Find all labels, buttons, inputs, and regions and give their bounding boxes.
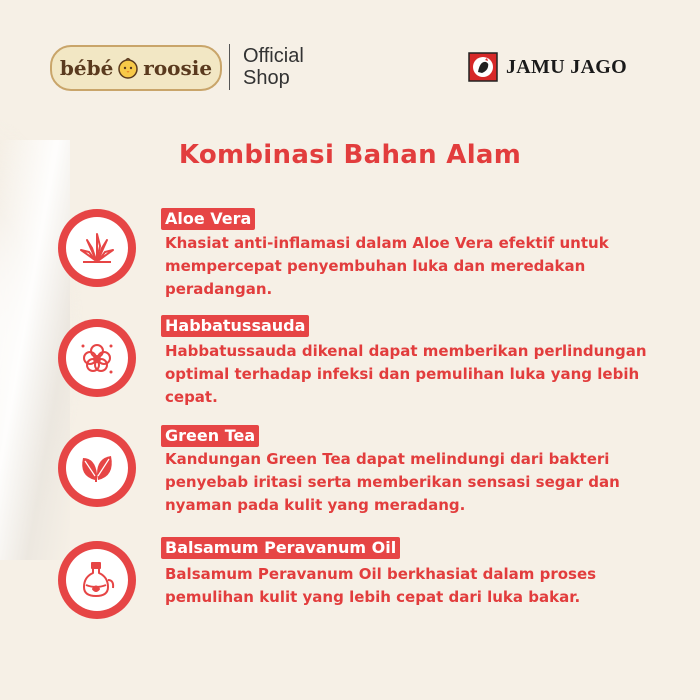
- header: [0, 0, 700, 120]
- ingredient-description: Balsamum Peravanum Oil berkhasiat dalam proses pemulihan kulit yang lebih cepat dari luka bakar.: [165, 565, 597, 606]
- ingredient-icon-badge: [58, 319, 136, 397]
- leaf-icon: [75, 446, 119, 490]
- ingredient-item-aloe-vera: [0, 205, 700, 315]
- header-divider: [229, 44, 230, 90]
- official-line2: Shop: [243, 67, 290, 89]
- page-title: Kombinasi Bahan Alam: [178, 140, 522, 170]
- jamu-jago-logo: [468, 52, 627, 82]
- ingredient-item-habbatussauda: [0, 315, 700, 425]
- ingredient-item-green-tea: [0, 425, 700, 535]
- brand-part1: bébé: [59, 56, 114, 80]
- flower-icon: [75, 336, 119, 380]
- partner-name: JAMU JAGO: [506, 55, 628, 78]
- ingredient-icon-badge: [58, 209, 136, 287]
- official-line1: Official: [243, 45, 304, 67]
- ingredient-label: Green Tea: [161, 425, 259, 447]
- ingredient-description: Khasiat anti-inflamasi dalam Aloe Vera efektif untuk mempercepat penyembuhan luka dan meredakan peradangan.: [165, 234, 609, 298]
- brand-part2: roosie: [143, 56, 213, 80]
- official-shop-label: [243, 45, 304, 89]
- ingredient-item-balsamum-oil: [0, 537, 700, 647]
- chick-icon: [117, 57, 139, 79]
- aloe-icon: [75, 226, 119, 270]
- ingredient-label: Aloe Vera: [161, 208, 255, 230]
- bebe-roosie-logo: [50, 45, 222, 91]
- ingredient-icon-badge: [58, 429, 136, 507]
- ingredient-icon-badge: [58, 541, 136, 619]
- ingredient-label: Balsamum Peravanum Oil: [161, 537, 400, 559]
- oil-bottle-icon: [75, 558, 119, 602]
- rooster-logo-icon: [468, 52, 498, 82]
- ingredient-label: Habbatussauda: [161, 315, 309, 337]
- ingredient-description: Habbatussauda dikenal dapat memberikan perlindungan optimal terhadap infeksi dan pemulihan luka yang lebih cepat.: [165, 342, 647, 406]
- ingredient-description: Kandungan Green Tea dapat melindungi dari bakteri penyebab iritasi serta memberikan sensasi segar dan nyaman pada kulit yang meradang.: [165, 450, 620, 514]
